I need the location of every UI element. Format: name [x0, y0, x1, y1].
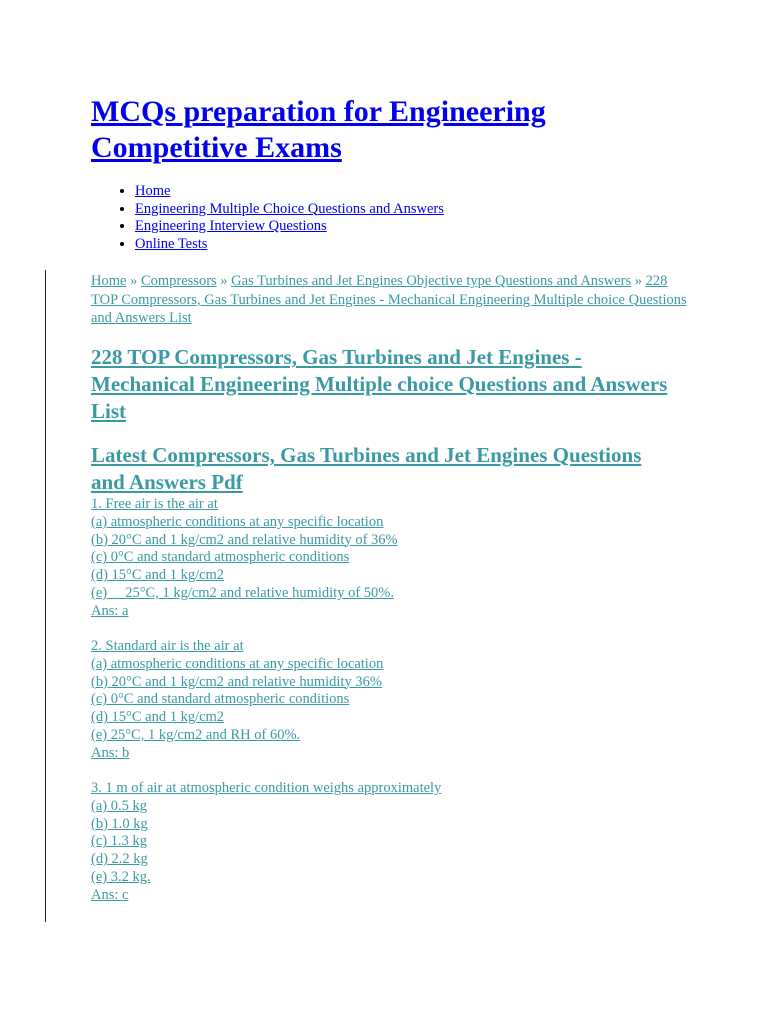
sub-heading[interactable]: Latest Compressors, Gas Turbines and Jet Engines Questions and Answers Pdf	[91, 443, 642, 494]
nav-link-online-tests[interactable]: Online Tests	[135, 235, 208, 252]
option-c: (c) 0°C and standard atmospheric conditions	[91, 549, 350, 566]
nav-item-interview-questions	[135, 218, 444, 236]
breadcrumb-separator: »	[216, 273, 232, 289]
question-text: 2. Standard air is the air at	[91, 638, 244, 654]
option-d: (d) 2.2 kg	[91, 851, 148, 868]
option-d: (d) 15°C and 1 kg/cm2	[91, 709, 225, 726]
option-a: (a) atmospheric conditions at any specific location	[91, 513, 384, 530]
option-c: (c) 0°C and standard atmospheric conditions	[91, 691, 350, 708]
breadcrumb-current[interactable]: 228 TOP Compressors, Gas Turbines and Jet Engines - Mechanical Engineering Multiple choice Questions and Answers List	[91, 273, 687, 326]
breadcrumb-category[interactable]: Gas Turbines and Jet Engines Objective type Questions and Answers	[231, 273, 632, 289]
question-block-3	[91, 780, 691, 905]
question-block-2	[91, 638, 691, 763]
option-b: (b) 20°C and 1 kg/cm2 and relative humidity of 36%	[91, 531, 398, 548]
question-text: 3. 1 m of air at atmospheric condition weighs approximately	[91, 780, 442, 796]
breadcrumb-separator: »	[631, 273, 646, 289]
option-b: (b) 20°C and 1 kg/cm2 and relative humidity 36%	[91, 673, 382, 690]
breadcrumb-home[interactable]: Home	[91, 273, 127, 289]
nav-item-home	[135, 183, 444, 201]
option-e: (e) 25°C, 1 kg/cm2 and RH of 60%.	[91, 726, 301, 743]
nav-link-engineering-mcq[interactable]: Engineering Multiple Choice Questions and Answers	[135, 200, 444, 217]
nav-item-engineering-mcq	[135, 201, 444, 219]
breadcrumb	[91, 272, 691, 328]
nav-link-interview-questions[interactable]: Engineering Interview Questions	[135, 218, 327, 234]
option-d: (d) 15°C and 1 kg/cm2	[91, 567, 225, 584]
main-nav	[91, 183, 444, 253]
option-e: (e) 25°C, 1 kg/cm2 and relative humidity of 50%.	[91, 584, 394, 601]
answer-text: Ans: a	[91, 602, 129, 619]
option-e: (e) 3.2 kg.	[91, 868, 151, 885]
left-margin-rule	[45, 270, 46, 922]
breadcrumb-compressors[interactable]: Compressors	[140, 273, 217, 289]
answer-text: Ans: c	[91, 886, 129, 903]
option-a: (a) 0.5 kg	[91, 797, 147, 814]
site-title-link[interactable]: MCQs preparation for Engineering Competitive Exams	[91, 95, 546, 164]
nav-item-online-tests	[135, 236, 444, 254]
breadcrumb-separator: »	[126, 273, 141, 289]
answer-text: Ans: b	[91, 744, 130, 761]
page-heading[interactable]: 228 TOP Compressors, Gas Turbines and Jet Engines - Mechanical Engineering Multiple choice Questions and Answers List	[91, 345, 668, 423]
option-b: (b) 1.0 kg	[91, 815, 148, 832]
option-a: (a) atmospheric conditions at any specific location	[91, 655, 384, 672]
question-text: 1. Free air is the air at	[91, 496, 218, 512]
nav-link-home[interactable]: Home	[135, 183, 171, 199]
option-c: (c) 1.3 kg	[91, 833, 147, 850]
question-block-1	[91, 496, 691, 621]
